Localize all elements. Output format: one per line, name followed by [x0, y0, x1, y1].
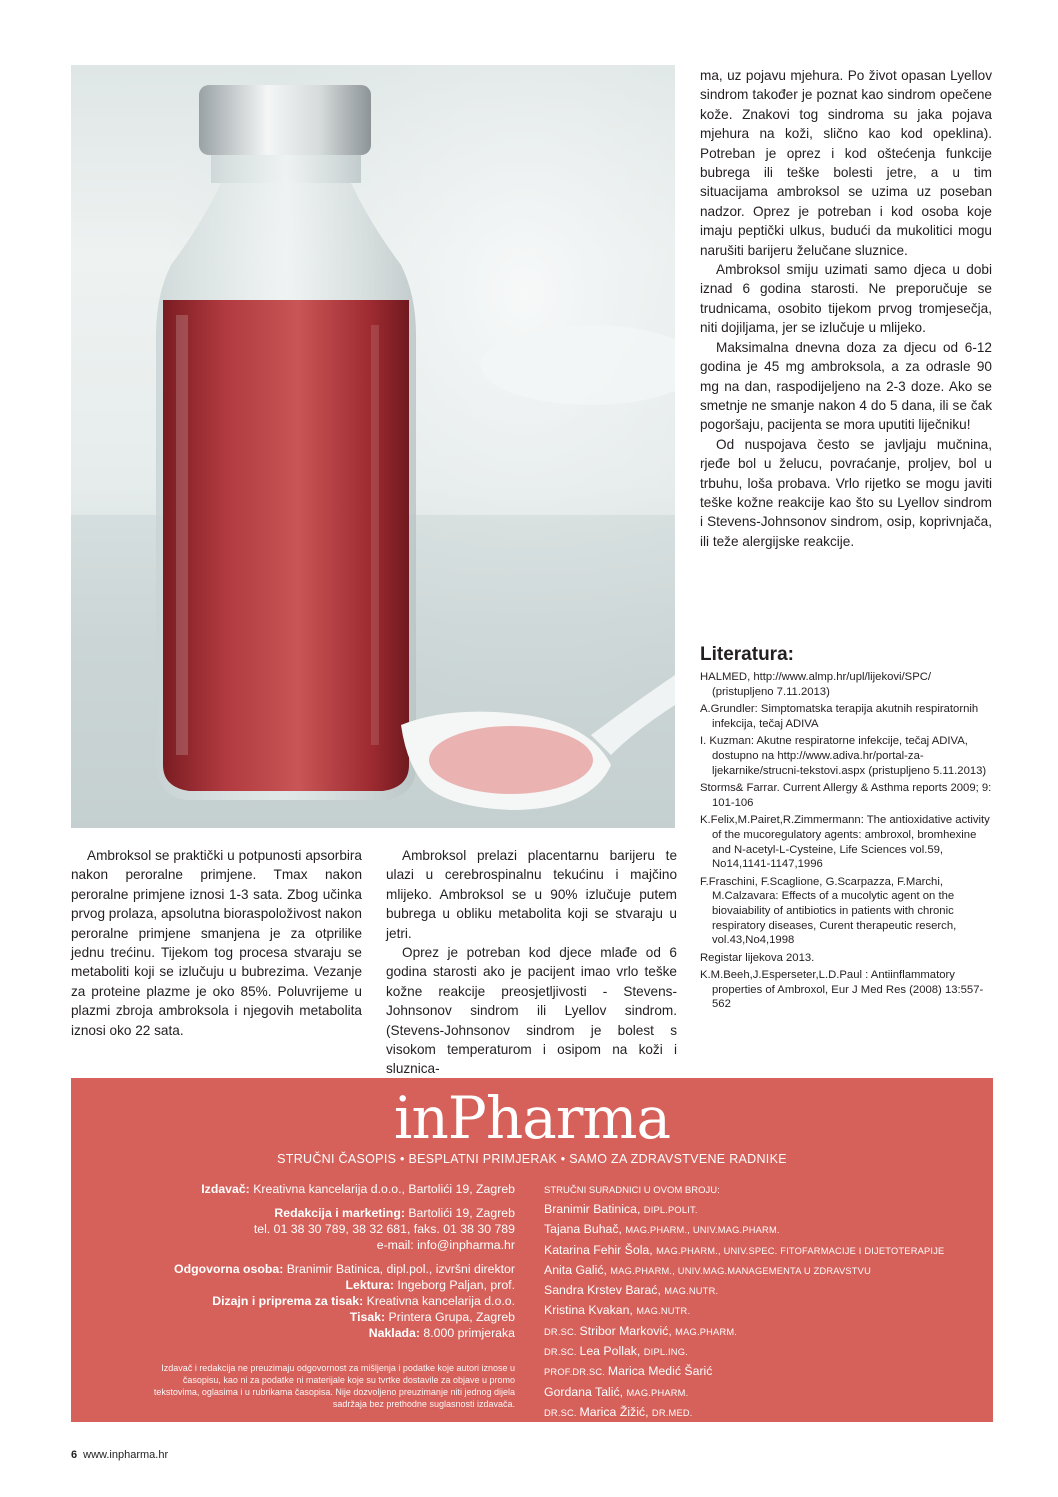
contributor-item — [544, 1200, 984, 1220]
literature-title: Literatura: — [700, 644, 794, 665]
masthead-box — [71, 1078, 993, 1422]
editorial-label: Redakcija i marketing: — [274, 1206, 405, 1220]
contributor-item — [544, 1383, 984, 1403]
contributor-name: Gordana Talić, — [544, 1384, 627, 1399]
contributor-title: MAG.NUTR. — [664, 1286, 719, 1297]
contributor-name: Katarina Fehir Šola, — [544, 1242, 657, 1257]
tagline: STRUČNI ČASOPIS • BESPLATNI PRIMJERAK • SAMO ZA ZDRAVSTVENE RADNIKE — [277, 1152, 787, 1166]
contributor-title: MAG.PHARM., UNIV.MAG.PHARM. — [625, 1225, 780, 1236]
article-right-column — [700, 66, 992, 551]
circulation-label: Naklada: — [368, 1326, 420, 1340]
contributor-title: MAG.PHARM. — [626, 1387, 689, 1398]
paragraph: Od nuspojava često se javljaju mučnina, rjeđe bol u želucu, povraćanje, proljev, bol u trbuhu, loša probava. Vrlo rijetko se mogu javiti teške kožne reakcije kao što su Lyellov sindrom i Stevens-Johnsonov sindrom, osip, koprivnjača, ili teže alergijske reakcije. — [700, 436, 992, 549]
article-column-2 — [386, 846, 677, 1079]
contributor-item — [544, 1342, 984, 1362]
publisher-value: Kreativna kancelarija d.o.o., Bartolići 19, Zagreb — [253, 1182, 515, 1196]
contributor-item — [544, 1261, 984, 1281]
reference-item: Registar lijekova 2013. — [700, 951, 815, 964]
contributor-name: Branimir Batinica, — [544, 1202, 644, 1216]
reference-item: K.Felix,M.Pairet,R.Zimmermann: The antioxidative activity of the mucoregulatory agents: ambroxol, bromhexine and N-acetyl-L-Cysteine, Life Sciences vol.59, No14,1141-1147,1996 — [700, 814, 990, 871]
reference-item: A.Grundler: Simptomatska terapija akutnih respiratornih infekcija, tečaj ADIVA — [700, 703, 979, 730]
contributor-name: Marica Žižić, — [579, 1404, 652, 1419]
disclaimer: Izdavač i redakcija ne preuzimaju odgovornost za mišljenja i podatke koje autori iznose u časopisu, kao ni za podatke ni materijale koje su tvrtke dostavile za objave u promo tekstovima, oglasima i u rubrikama časopisa. Nije dozvoljeno preuzimanje niti jednog dijela sadržaja bez prethodne suglasnosti izdavača. — [153, 1363, 515, 1409]
design-label: Dizajn i priprema za tisak: — [212, 1294, 364, 1308]
contributor-name: Marica Medić Šarić — [607, 1364, 713, 1379]
proof-value: Ingeborg Paljan, prof. — [397, 1278, 515, 1292]
proof-label: Lektura: — [345, 1278, 394, 1292]
contributors-heading: STRUČNI SURADNICI U OVOM BROJU: — [544, 1185, 720, 1196]
circulation-value: 8.000 primjeraka — [423, 1326, 515, 1340]
literature-list — [700, 670, 992, 1015]
reference-item: Storms& Farrar. Current Allergy & Asthma reports 2009; 9: 101-106 — [700, 782, 992, 809]
medicine-bottle-photo — [71, 65, 675, 828]
contributor-name: Stribor Marković, — [579, 1323, 676, 1338]
contributor-title: DR.MED. — [651, 1407, 693, 1418]
contributor-name: Kristina Kvakan, — [544, 1303, 637, 1318]
imprint — [81, 1181, 515, 1341]
contributor-item — [544, 1362, 984, 1382]
contributor-title: MAG.PHARM. — [675, 1326, 738, 1337]
contributor-title: MAG.PHARM., UNIV.MAG.MANAGEMENTA U ZDRAVSTVU — [610, 1265, 872, 1276]
contributor-item — [544, 1220, 984, 1240]
contributor-item — [544, 1281, 984, 1301]
reference-item: K.M.Beeh,J.Esperseter,L.D.Paul : Antiinflammatory properties of Ambroxol, Eur J Med Res (2008) 13:557-562 — [700, 969, 984, 1011]
reference-item: HALMED, http://www.almp.hr/upl/lijekovi/SPC/ (pristupljeno 7.11.2013) — [700, 671, 932, 698]
page-footer — [71, 1449, 168, 1461]
contributor-item — [544, 1322, 984, 1342]
page-number: 6 — [71, 1449, 78, 1461]
paragraph: Maksimalna dnevna doza za djecu od 6-12 godina je 45 mg ambroksola, a za odrasle 90 mg na dan, raspodijeljeno na 2-3 doze. Ako se smetnje ne smanje nakon 4 do 5 dana, ili se čak pogoršaju, pacijenta se mora uputiti liječniku! — [700, 339, 992, 433]
paragraph: Ambroksol se praktički u potpunosti apsorbira nakon peroralne primjene. Tmax nakon peroralne primjene iznosi 1-3 sata. Zbog učinka prvog prolaza, apsolutna bioraspoloživost nakon peroralne primjene smanjena je za otprilike jednu trećinu. Tijekom tog procesa stvaraju se metaboliti koji se izlučuju u bubrezima. Vezanje za proteine plazme je oko 85%. Poluvrijeme u plazmi zbroja ambroksola i njegovih metabolita iznosi oko 22 sata. — [71, 848, 362, 1038]
footer-url[interactable]: www.inpharma.hr — [83, 1449, 169, 1461]
contributor-title: MAG.NUTR. — [636, 1306, 691, 1317]
contributor-item — [544, 1301, 984, 1321]
publisher-label: Izdavač: — [201, 1182, 250, 1196]
contributor-name: Lea Pollak, — [579, 1344, 644, 1359]
contributor-prefix: PROF.DR.SC. — [544, 1367, 608, 1378]
contributors-list — [544, 1200, 984, 1423]
contributor-title: DIPL.ING. — [643, 1347, 688, 1358]
responsible-label: Odgovorna osoba: — [174, 1262, 284, 1276]
contributor-name: Sandra Krstev Barać, — [544, 1283, 665, 1298]
contributor-prefix: DR.SC. — [544, 1347, 580, 1358]
paragraph: Ambroksol prelazi placentarnu barijeru te ulazi u cerebrospinalnu tekućinu i majčino mlijeko. Ambroksol se u 90% izlučuje putem bubrega u obliku metabolita koji se stvaraju u jetri. — [386, 848, 677, 941]
inpharma-logo: inPharma — [393, 1084, 671, 1152]
contributor-item — [544, 1241, 984, 1261]
print-label: Tisak: — [349, 1310, 386, 1324]
contributors — [544, 1184, 984, 1423]
paragraph: Oprez je potreban kod djece mlađe od 6 godina starosti ako je pacijent imao vrlo teške kožne reakcije preosjetljivosti - Stevens-Johnsonov sindrom ili Lyellov sindrom. (Stevens-Johnsonov sindrom je bolest s visokom temperaturom i osipom na koži i sluznica- — [386, 945, 677, 1077]
contributor-prefix: DR.SC. — [544, 1326, 580, 1337]
phone: tel. 01 38 30 789, 38 32 681, faks. 01 38 30 789 — [253, 1222, 515, 1236]
paragraph: ma, uz pojavu mjehura. Po život opasan Lyellov sindrom također je poznat kao sindrom opečene kože. Znakovi tog sindroma su jaka pojava mjehura na koži, slično kao kod opeklina). Potreban je oprez i kod oštećenja funkcije bubrega ili teške bolesti jetre, a u tim situacijama ambroksol se uzima uz poseban nadzor. Oprez je potreban i kod osoba koje imaju peptički ulkus, budući da mukolitici mogu narušiti barijeru želučane sluznice. — [700, 68, 992, 258]
reference-item: I. Kuzman: Akutne respiratorne infekcije, tečaj ADIVA, dostupno na http://www.adiva.hr/portal-za-ljekarnike/strucni-tekstovi.aspx (pristupljeno 5.11.2013) — [700, 735, 987, 777]
responsible-value: Branimir Batinica, dipl.pol., izvršni direktor — [286, 1262, 515, 1276]
email: e-mail: info@inpharma.hr — [376, 1238, 515, 1252]
print-value: Printera Grupa, Zagreb — [388, 1310, 515, 1324]
contributor-title: DIPL.POLIT. — [643, 1205, 698, 1215]
contributor-item — [544, 1403, 984, 1423]
contributor-prefix: DR.SC. — [544, 1407, 580, 1418]
contributor-name: Tajana Buhač, — [544, 1222, 626, 1237]
reference-item: F.Fraschini, F.Scaglione, G.Scarpazza, F.Marchi, M.Calzavara: Effects of a mucolytic agent on the biovaiability of antibiotics in patients with chronic respiratory diseases, Curent therapeutic reserch, vol.43,No4,1998 — [700, 875, 957, 947]
design-value: Kreativna kancelarija d.o.o. — [366, 1294, 515, 1308]
contributor-title: MAG.PHARM., UNIV.SPEC. FITOFARMACIJE I DIJETOTERAPIJE — [656, 1245, 945, 1256]
article-column-1 — [71, 846, 362, 1040]
paragraph: Ambroksol smiju uzimati samo djeca u dobi iznad 6 godina starosti. Ne preporučuje se trudnicama, osobito tijekom prvog tromjesečja, niti dojiljama, jer se izlučuje u mlijeko. — [700, 262, 992, 336]
contributor-name: Anita Galić, — [544, 1262, 611, 1277]
medicine-bottle-illustration — [71, 65, 675, 828]
editorial-value: Bartolići 19, Zagreb — [408, 1206, 515, 1220]
